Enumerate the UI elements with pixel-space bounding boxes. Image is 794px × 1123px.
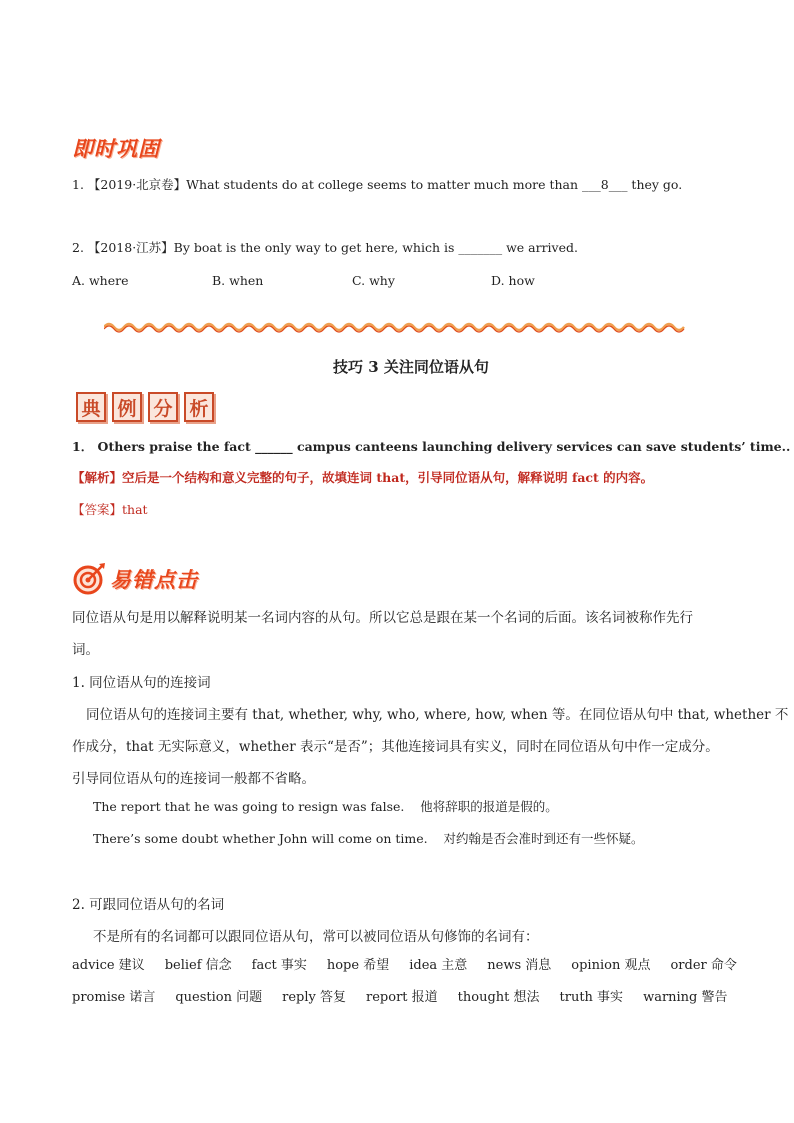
vocab-row-1 [72, 958, 737, 974]
example-sentence-1: The report that he was going to resign was false. 他将辞职的报道是假的。 [93, 799, 558, 814]
badge-char: 析 [184, 392, 214, 422]
vocab-item: truth 事实 [559, 990, 624, 1005]
vocab-item: news 消息 [487, 958, 552, 973]
example-analysis-badge [76, 392, 220, 422]
intro-line-1: 同位语从句是用以解释说明某一名词内容的从句。所以它总是跟在某一个名词的后面。该名词被称作先行 [72, 610, 693, 626]
choice-d: D. how [491, 273, 535, 288]
question-1: 1. 【2019·北京卷】What students do at college seems to matter much more than ___8___ they go. [72, 177, 683, 192]
vocab-item: warning 警告 [643, 990, 728, 1005]
wavy-divider [104, 320, 689, 334]
section-heading-mistakes [72, 562, 198, 596]
vocab-item: question 问题 [175, 990, 263, 1005]
vocab-item: thought 想法 [457, 990, 540, 1005]
connectors-para-1: 同位语从句的连接词主要有 that, whether, why, who, where, how, when 等。在同位语从句中 that, whether 不 [86, 707, 789, 723]
connectors-para-2: 作成分，that 无实际意义，whether 表示“是否”；其他连接词具有实义，同时在同位语从句中作一定成分。 [72, 739, 719, 755]
answer-label: 【答案】 [72, 502, 123, 517]
vocab-item: idea 主意 [409, 958, 468, 973]
vocab-item: hope 希望 [326, 958, 390, 973]
subheading-connectors: 1. 同位语从句的连接词 [72, 675, 211, 691]
answer-text: that [122, 502, 148, 517]
vocab-item: order 命令 [670, 958, 737, 973]
intro-line-2: 词。 [72, 642, 99, 658]
badge-char: 典 [76, 392, 106, 422]
example-question: 1． Others praise the fact ______ campus canteens launching delivery services can save students’ time.. [72, 439, 791, 454]
vocab-item: opinion 观点 [571, 958, 651, 973]
question-2: 2. 【2018·江苏】By boat is the only way to get here, which is _______ we arrived. [72, 240, 578, 255]
nouns-intro: 不是所有的名词都可以跟同位语从句，常可以被同位语从句修饰的名词有： [93, 929, 539, 945]
vocab-item: promise 诺言 [72, 990, 156, 1005]
vocab-item: fact 事实 [251, 958, 307, 973]
choice-a: A. where [72, 273, 129, 288]
target-icon [72, 562, 106, 596]
subheading-nouns: 2. 可跟同位语从句的名词 [72, 897, 225, 913]
connectors-para-3: 引导同位语从句的连接词一般都不省略。 [72, 771, 315, 787]
section-title-tip3: 技巧 3 关注同位语从句 [333, 358, 489, 376]
mistakes-heading-text: 易错点击 [110, 568, 198, 592]
analysis [72, 470, 653, 485]
badge-char: 例 [112, 392, 142, 422]
badge-char: 分 [148, 392, 178, 422]
choice-c: C. why [352, 273, 395, 288]
vocab-row-2 [72, 990, 728, 1006]
choice-b: B. when [212, 273, 264, 288]
vocab-item: advice 建议 [72, 958, 145, 973]
section-heading-practice: 即时巩固 [72, 137, 160, 161]
vocab-item: reply 答复 [282, 990, 347, 1005]
answer [72, 502, 148, 517]
vocab-item: belief 信念 [164, 958, 232, 973]
example-sentence-2: There’s some doubt whether John will come on time. 对约翰是否会准时到还有一些怀疑。 [93, 831, 644, 846]
analysis-label: 【解析】 [72, 470, 123, 485]
vocab-item: report 报道 [366, 990, 438, 1005]
analysis-text: 空后是一个结构和意义完整的句子，故填连词 that，引导同位语从句，解释说明 fact 的内容。 [122, 470, 654, 485]
